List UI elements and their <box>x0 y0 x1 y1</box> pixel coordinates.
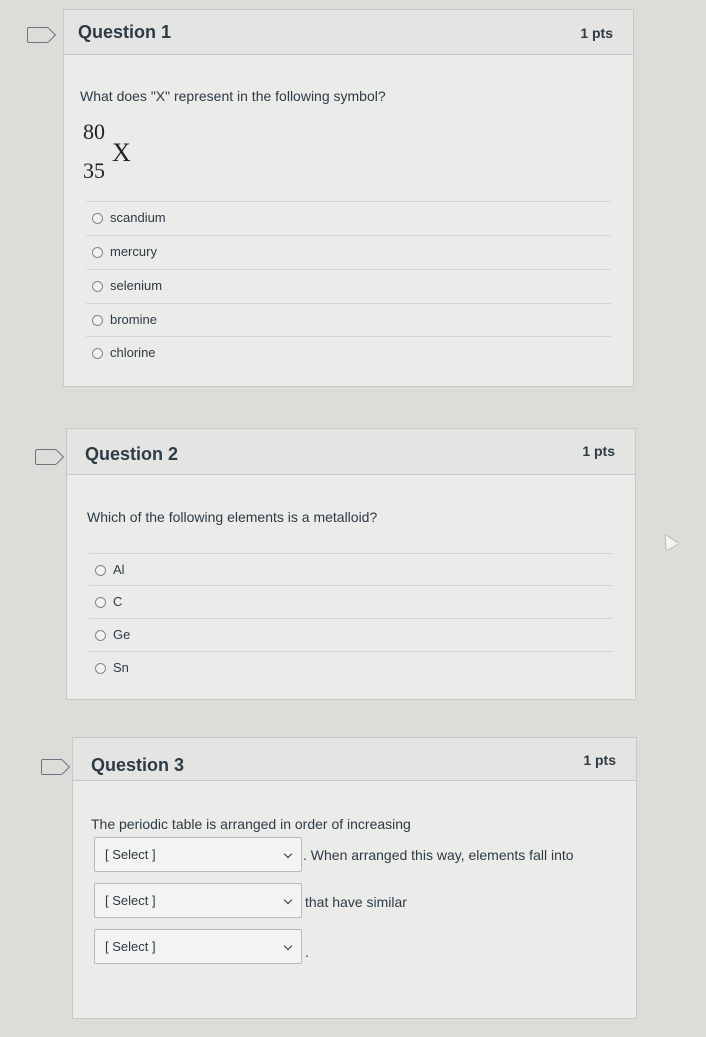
radio-button[interactable] <box>92 281 103 292</box>
flag-question-1-icon[interactable] <box>27 27 49 43</box>
radio-button[interactable] <box>92 213 103 224</box>
answer-label: scandium <box>110 210 166 225</box>
radio-button[interactable] <box>95 630 106 641</box>
question-3-prompt: The periodic table is arranged in order of increasing <box>91 816 411 832</box>
answer-label: mercury <box>110 244 157 259</box>
question-3-text-2: that have similar <box>305 894 407 910</box>
select-value: [ Select ] <box>105 847 156 862</box>
question-1 <box>63 9 634 387</box>
question-2-header <box>67 429 635 475</box>
radio-button[interactable] <box>95 663 106 674</box>
answer-option[interactable] <box>86 201 611 234</box>
flag-question-3-icon[interactable] <box>41 759 63 775</box>
answer-label: Ge <box>113 627 131 642</box>
question-1-header <box>64 10 633 55</box>
question-3-title: Question 3 <box>91 755 185 775</box>
answer-option[interactable] <box>86 303 611 336</box>
chevron-down-icon <box>284 942 292 950</box>
symbol-mass-number: 80 <box>83 119 105 144</box>
select-dropdown-1[interactable] <box>94 837 302 872</box>
flag-question-2-icon[interactable] <box>35 449 57 465</box>
answer-label: Sn <box>113 660 129 675</box>
answer-option[interactable] <box>86 336 611 369</box>
answer-label: selenium <box>110 278 163 293</box>
question-2-points: 1 pts <box>582 443 615 459</box>
chevron-down-icon <box>284 896 292 904</box>
question-1-title: Question 1 <box>78 22 172 42</box>
select-value: [ Select ] <box>105 939 156 954</box>
radio-button[interactable] <box>95 565 106 576</box>
radio-button[interactable] <box>92 247 103 258</box>
answer-label: C <box>113 594 123 609</box>
question-3-body <box>73 781 636 1018</box>
answer-option[interactable] <box>86 235 611 268</box>
answer-label: Al <box>113 562 125 577</box>
select-value: [ Select ] <box>105 893 156 908</box>
question-3 <box>72 737 637 1019</box>
radio-button[interactable] <box>92 348 103 359</box>
question-2-prompt: Which of the following elements is a metalloid? <box>87 509 378 525</box>
select-dropdown-2[interactable] <box>94 883 302 918</box>
question-1-body <box>64 55 633 386</box>
question-3-text-1: . When arranged this way, elements fall into <box>303 847 574 863</box>
answer-label: bromine <box>110 312 157 327</box>
question-1-points: 1 pts <box>580 25 613 41</box>
symbol-atomic-number: 35 <box>83 158 105 183</box>
answer-option[interactable] <box>89 618 613 651</box>
answer-option[interactable] <box>89 651 613 684</box>
answer-option[interactable] <box>89 553 613 586</box>
mouse-cursor-icon <box>659 531 678 550</box>
question-3-points: 1 pts <box>583 752 616 768</box>
question-3-header <box>73 738 636 781</box>
radio-button[interactable] <box>95 597 106 608</box>
answer-option[interactable] <box>89 585 613 618</box>
select-dropdown-3[interactable] <box>94 929 302 964</box>
chevron-down-icon <box>284 850 292 858</box>
question-2-body <box>67 475 635 699</box>
radio-button[interactable] <box>92 315 103 326</box>
symbol-letter: X <box>112 138 131 167</box>
question-2 <box>66 428 636 700</box>
answer-label: chlorine <box>110 345 156 360</box>
question-2-title: Question 2 <box>85 444 179 464</box>
question-1-prompt: What does "X" represent in the following symbol? <box>80 88 386 104</box>
answer-option[interactable] <box>86 269 611 302</box>
question-3-text-3: . <box>305 944 309 960</box>
